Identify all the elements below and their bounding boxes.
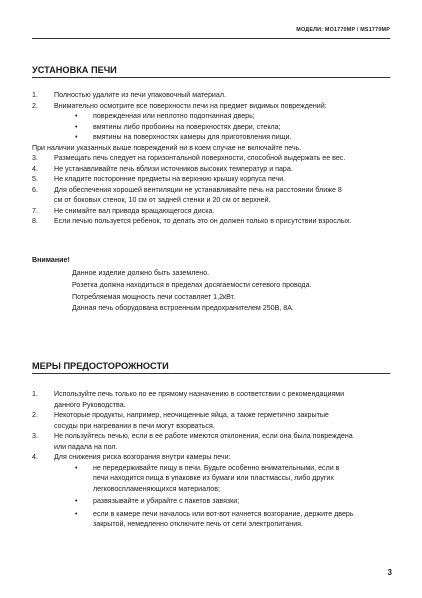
precautions-list [32, 389, 392, 530]
sub-item-text: поврежденная или неплотно подогнанная дверь; [93, 112, 255, 120]
model-header: МОДЕЛИ: MO1770MP / MS1770MP [296, 27, 390, 33]
list-item [32, 431, 392, 452]
sub-list-item [32, 509, 392, 530]
list-item [32, 185, 392, 206]
item-number: 3. [32, 154, 38, 162]
list-item [32, 452, 392, 463]
item-text-line: сосуды при нагревании в печи могут взорваться. [54, 421, 215, 430]
item-text: Полностью удалите из печи упаковочный материал. [54, 91, 226, 99]
item-number: 8. [32, 217, 38, 225]
item-text-line: Используйте печь только по ее прямому назначению в соответствии с рекомендациями [54, 390, 345, 398]
item-text: Если печью пользуется ребенок, то делать это он должен только в присутствии взрослых. [54, 217, 352, 225]
item-number: 4. [32, 164, 38, 173]
warning-lines [72, 268, 312, 315]
item-text-line: Не пользуйтесь печью, если в ее работе имеются отклонения, если она была повреждена [54, 432, 353, 440]
list-item [32, 174, 392, 185]
item-text: Не кладите посторонние предметы на верхнюю крышку корпуса печи. [54, 175, 286, 183]
sub-item-line: не передерживайте пищу в печи. Будьте особенно внимательными, если в [93, 463, 340, 472]
sub-list-item [32, 463, 392, 495]
list-item [32, 389, 392, 410]
sub-item-line: если в камере печи началось или вот-вот начнется возгорание, держите дверь [93, 509, 354, 518]
item-text: Не снимайте вал привода вращающегося диска. [54, 206, 215, 215]
page-number: 3 [387, 568, 392, 577]
section-title-installation: УСТАНОВКА ПЕЧИ [32, 65, 390, 78]
list-item [32, 164, 392, 175]
item-text: Внимательно осмотрите все поверхности печи на предмет видимых повреждений: [54, 101, 327, 110]
sub-list-item [32, 132, 392, 143]
bullet-icon: • [75, 509, 78, 518]
bullet-icon: • [75, 497, 78, 505]
bullet-icon: • [75, 463, 78, 472]
warning-line: Потребляемая мощность печи составляет 1,2кВт. [72, 292, 236, 301]
warning-title: Внимание! [32, 256, 70, 264]
item-text-line: или падала на пол. [54, 442, 118, 451]
list-item [32, 410, 392, 431]
sub-item-text: развязывайте и убирайте с пакетов завязки; [93, 497, 240, 505]
sub-item-line: легковоспламеняющихся материалов; [93, 484, 220, 493]
item-number: 4. [32, 453, 38, 461]
item-text: Не устанавливайте печь вблизи источников высоких температур и пара. [54, 164, 293, 173]
sub-list-item [32, 496, 392, 507]
warning-line: Розетка должна находиться в пределах досягаемости сетевого провода. [72, 280, 312, 289]
sub-item-line: печи находится пища в упаковке из бумаги или пластмассы, либо других [93, 474, 334, 482]
item-number: 2. [32, 411, 38, 419]
item-text: Для снижения риска возгорания внутри камеры печи: [54, 453, 231, 461]
bullet-icon: • [75, 133, 78, 141]
list-item [32, 101, 392, 112]
bullet-icon: • [75, 122, 78, 131]
list-item [32, 206, 392, 217]
sub-item-line: закрытой, немедленно отключите печь от сети электропитания. [93, 520, 303, 528]
sub-item-text: вмятины на поверхностях камеры для приготовления пищи. [93, 133, 292, 141]
sub-list-item [32, 111, 392, 122]
item-text-line: Некоторые продукты, например, неочищенные яйца, а также герметично закрытые [54, 411, 329, 419]
section-title-precautions: МЕРЫ ПРЕДОСТОРОЖНОСТИ [32, 361, 390, 374]
item-number: 6. [32, 185, 38, 194]
warning-line: Данное изделие должно быть заземлено. [72, 269, 210, 277]
damage-note: При наличии указанных выше повреждений ни в коем случае не включайте печь. [32, 143, 302, 152]
item-number: 7. [32, 206, 38, 215]
item-text-line: данного Руководства. [54, 400, 126, 409]
installation-list [32, 90, 392, 227]
item-number: 1. [32, 390, 38, 398]
sub-list-item [32, 122, 392, 133]
item-text-line: см от боковых стенок, 10 см от задней стенки и 20 см от верхней. [54, 196, 271, 204]
item-number: 1. [32, 91, 38, 99]
item-number: 2. [32, 101, 38, 110]
warning-line: Данная печь оборудована встроенным предохранителем 250В, 8А. [72, 304, 294, 313]
bullet-icon: • [75, 112, 78, 120]
sub-item-text: вмятины либо пробоины на поверхностях двери, стекла; [93, 122, 281, 131]
list-item [32, 216, 392, 227]
item-text-line: Для обеспечения хорошей вентиляции не устанавливайте печь на расстоянии ближе 8 [54, 185, 342, 194]
item-number: 3. [32, 432, 38, 440]
list-item [32, 153, 392, 164]
item-number: 5. [32, 175, 38, 183]
header-divider [32, 38, 390, 39]
item-text: Размещать печь следует на горизонтальной поверхности, способной выдержать ее вес. [54, 154, 346, 162]
list-item [32, 90, 392, 101]
